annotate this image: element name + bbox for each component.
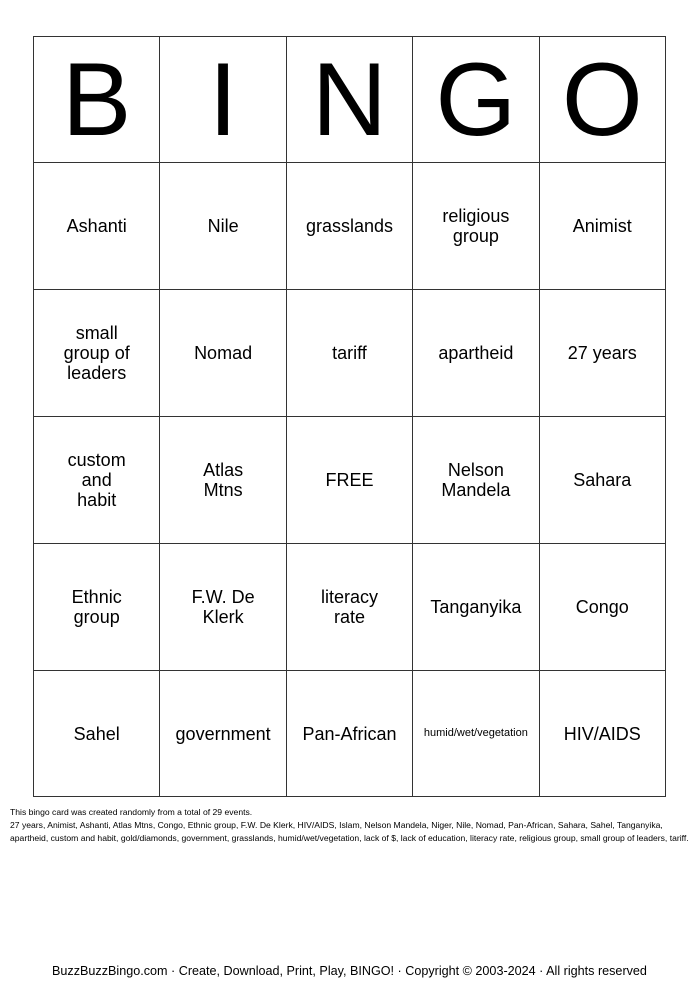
header-letter-n: N xyxy=(286,37,412,163)
free-space[interactable]: FREE xyxy=(286,417,412,544)
card-row xyxy=(34,417,666,544)
bingo-cell[interactable]: Nile xyxy=(160,163,286,290)
bingo-cell[interactable]: HIV/AIDS xyxy=(539,671,665,797)
bingo-cell[interactable]: humid/wet/vegetation xyxy=(413,671,539,797)
bingo-cell[interactable]: Sahel xyxy=(34,671,160,797)
card-row xyxy=(34,163,666,290)
bingo-card xyxy=(33,36,666,797)
header-letter-i: I xyxy=(160,37,286,163)
bingo-cell[interactable]: Ethnic group xyxy=(34,544,160,671)
bingo-cell[interactable]: 27 years xyxy=(539,290,665,417)
bingo-cell[interactable]: Nelson Mandela xyxy=(413,417,539,544)
bingo-cell[interactable]: Congo xyxy=(539,544,665,671)
bingo-cell[interactable]: F.W. De Klerk xyxy=(160,544,286,671)
header-letter-o: O xyxy=(539,37,665,163)
card-row xyxy=(34,671,666,797)
bingo-cell[interactable]: Tanganyika xyxy=(413,544,539,671)
bingo-cell[interactable]: religious group xyxy=(413,163,539,290)
bingo-cell[interactable]: Pan-African xyxy=(286,671,412,797)
footnote-event-list: 27 years, Animist, Ashanti, Atlas Mtns, Congo, Ethnic group, F.W. De Klerk, HIV/AIDS, Islam, Nelson Mandela, Niger, Nile, Nomad, Pan-African, Sahara, Sahel, Tanganyika, apartheid, custom and habit, gold/diamonds, government, grasslands, humid/wet/vegetation, lack of $, lack of education, literacy rate, religious group, small group of leaders, tariff. xyxy=(10,820,689,843)
events-footnote xyxy=(10,806,690,845)
bingo-cell[interactable]: custom and habit xyxy=(34,417,160,544)
bingo-cell[interactable]: Nomad xyxy=(160,290,286,417)
bingo-cell[interactable]: Sahara xyxy=(539,417,665,544)
bingo-cell[interactable]: literacy rate xyxy=(286,544,412,671)
bingo-cell[interactable]: small group of leaders xyxy=(34,290,160,417)
header-letter-g: G xyxy=(413,37,539,163)
bingo-cell[interactable]: government xyxy=(160,671,286,797)
bingo-cell[interactable]: Animist xyxy=(539,163,665,290)
bingo-cell[interactable]: grasslands xyxy=(286,163,412,290)
copyright-footer: BuzzBuzzBingo.com · Create, Download, Print, Play, BINGO! · Copyright © 2003-2024 · All rights reserved xyxy=(52,964,647,978)
footnote-summary: This bingo card was created randomly from a total of 29 events. xyxy=(10,807,253,817)
header-row xyxy=(34,37,666,163)
bingo-cell[interactable]: apartheid xyxy=(413,290,539,417)
card-row xyxy=(34,544,666,671)
bingo-cell[interactable]: Ashanti xyxy=(34,163,160,290)
bingo-cell[interactable]: tariff xyxy=(286,290,412,417)
card-row xyxy=(34,290,666,417)
bingo-cell[interactable]: Atlas Mtns xyxy=(160,417,286,544)
header-letter-b: B xyxy=(34,37,160,163)
